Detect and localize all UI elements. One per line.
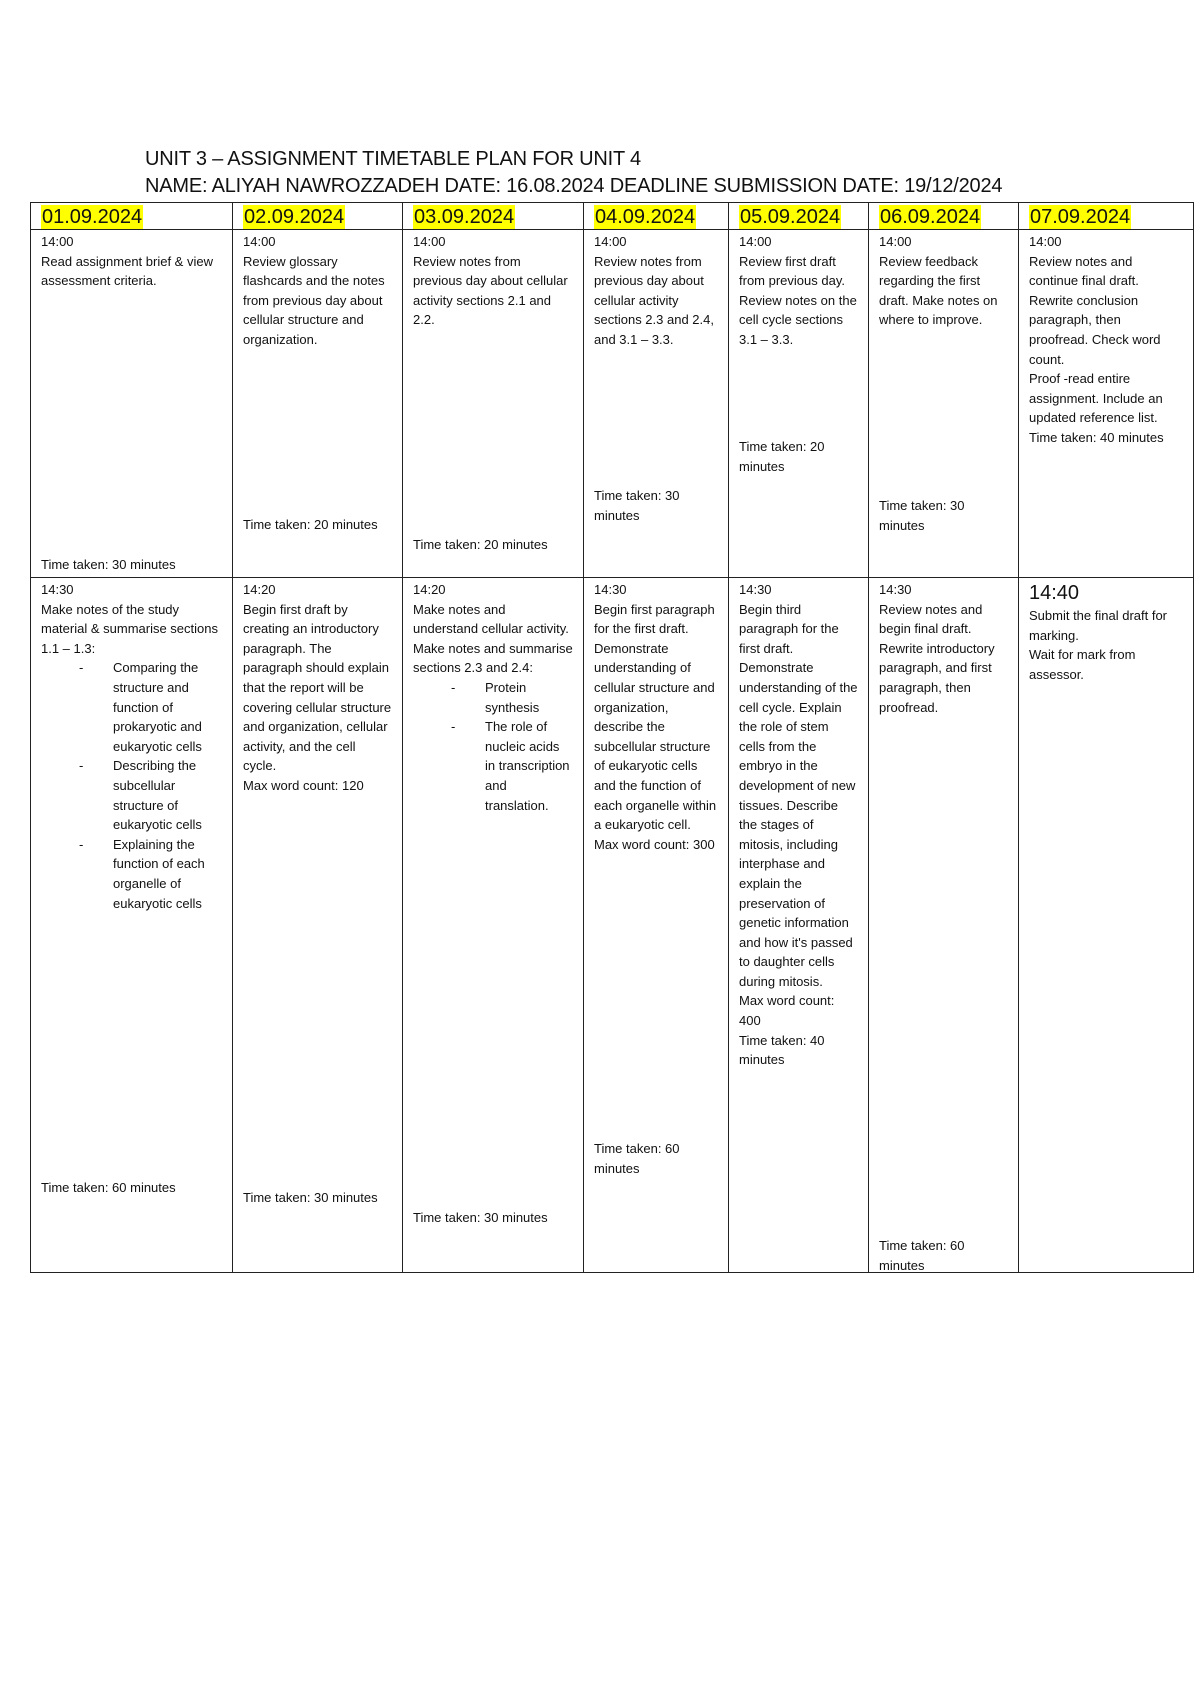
time-taken: Time taken: 40 minutes [1029, 429, 1164, 445]
task-time: 14:20 [413, 582, 446, 597]
task-text: Proof -read entire assignment. Include an updated reference list. [1029, 371, 1163, 426]
task-text: Make notes and understand cellular activity. Make notes and summarise sections 2.3 and 2.4: [413, 601, 573, 676]
task-bullet-list [413, 678, 573, 815]
task-time: 14:00 [594, 234, 627, 249]
heading-line-1: UNIT 3 – ASSIGNMENT TIMETABLE PLAN FOR UNIT 4 [145, 148, 641, 170]
task-time: 14:00 [41, 234, 74, 249]
list-item: - Explaining the function of each organelle of eukaryotic cells [41, 835, 222, 913]
task-cell [869, 578, 1019, 1273]
task-text: Submit the final draft for marking. [1029, 608, 1168, 643]
time-taken: Time taken: 60 minutes [594, 1141, 680, 1176]
task-cell [403, 230, 584, 578]
task-text: Make notes of the study material & summarise sections 1.1 – 1.3: [41, 601, 218, 656]
time-taken: Time taken: 20 minutes [739, 439, 825, 474]
task-time: 14:30 [41, 582, 74, 597]
task-text: Max word count: 120 [243, 777, 364, 793]
document-heading [145, 146, 1002, 200]
task-time: 14:00 [243, 234, 276, 249]
task-time: 14:00 [879, 234, 912, 249]
date-header [584, 203, 729, 230]
date-label: 02.09.2024 [244, 206, 345, 228]
task-time: 14:00 [413, 234, 446, 249]
task-cell [403, 578, 584, 1273]
task-text: Review notes from previous day about cellular activity sections 2.3 and 2.4, and 3.1 – 3.3. [594, 253, 714, 347]
task-cell [233, 230, 403, 578]
time-taken: Time taken: 30 minutes [413, 1210, 548, 1225]
time-taken: Time taken: 30 minutes [41, 557, 176, 572]
task-cell [1019, 230, 1194, 578]
date-label: 01.09.2024 [42, 206, 143, 228]
time-taken: Time taken: 60 minutes [41, 1180, 176, 1195]
date-header [869, 203, 1019, 230]
task-cell [1019, 578, 1194, 1273]
list-item: - Comparing the structure and function of prokaryotic and eukaryotic cells [41, 658, 222, 756]
task-text: Read assignment brief & view assessment criteria. [41, 253, 213, 289]
time-taken: Time taken: 30 minutes [594, 488, 680, 523]
date-label: 06.09.2024 [880, 206, 981, 228]
task-text: Wait for mark from assessor. [1029, 647, 1136, 682]
list-item: - Describing the subcellular structure of eukaryotic cells [41, 756, 222, 834]
task-text: Begin third paragraph for the first draft. Demonstrate understanding of the cell cycle. Explain the role of stem cells from the embryo in the development of new tissues. Describe the stages of mitosis, including interphase and explain the preservation of genetic information and how it's passed to daughter cells during mitosis. [739, 601, 858, 989]
date-header [729, 203, 869, 230]
task-cell [729, 230, 869, 578]
session-row-2 [31, 578, 1194, 1273]
task-cell [31, 578, 233, 1273]
task-text: Max word count: 300 [594, 836, 715, 852]
task-text: Review notes from previous day about cellular activity sections 2.1 and 2.2. [413, 253, 568, 328]
task-cell [233, 578, 403, 1273]
time-taken: Time taken: 40 minutes [739, 1032, 825, 1068]
time-taken: Time taken: 20 minutes [243, 517, 378, 532]
task-time: 14:00 [739, 234, 772, 249]
time-taken: Time taken: 20 minutes [413, 537, 548, 552]
task-time: 14:30 [594, 582, 627, 597]
list-item: - Protein synthesis [413, 678, 573, 717]
task-bullet-list [41, 658, 222, 913]
date-label: 03.09.2024 [414, 206, 515, 228]
date-header [31, 203, 233, 230]
task-cell [729, 578, 869, 1273]
session-row-1 [31, 230, 1194, 578]
task-text: Review notes and begin final draft. Rewrite introductory paragraph, and first paragraph, then proofread. [879, 601, 995, 715]
date-header-row [31, 203, 1194, 230]
task-text: Max word count: 400 [739, 993, 835, 1029]
date-label: 05.09.2024 [740, 206, 841, 228]
date-header [1019, 203, 1194, 230]
time-taken: Time taken: 60 minutes [879, 1238, 965, 1273]
task-time: 14:00 [1029, 234, 1062, 249]
task-time: 14:30 [739, 582, 772, 597]
date-label: 04.09.2024 [595, 206, 696, 228]
task-text: Review notes and continue final draft. Rewrite conclusion paragraph, then proofread. Check word count. [1029, 253, 1161, 367]
timetable [30, 202, 1194, 1273]
task-time: 14:40 [1029, 582, 1080, 604]
task-cell [584, 578, 729, 1273]
list-item: - The role of nucleic acids in transcription and translation. [413, 717, 573, 815]
date-header [233, 203, 403, 230]
task-cell [869, 230, 1019, 578]
task-time: 14:20 [243, 582, 276, 597]
time-taken: Time taken: 30 minutes [243, 1190, 378, 1205]
task-text: Review feedback regarding the first draft. Make notes on where to improve. [879, 253, 998, 328]
date-header [403, 203, 584, 230]
task-text: Review first draft from previous day. Review notes on the cell cycle sections 3.1 – 3.3. [739, 253, 857, 347]
task-text: Begin first draft by creating an introductory paragraph. The paragraph should explain that the report will be covering cellular structure and organization, cellular activity, and the cell cycle. [243, 601, 392, 774]
task-cell [31, 230, 233, 578]
task-time: 14:30 [879, 582, 912, 597]
heading-line-2: NAME: ALIYAH NAWROZZADEH DATE: 16.08.2024 DEADLINE SUBMISSION DATE: 19/12/2024 [145, 175, 1003, 197]
date-label: 07.09.2024 [1030, 206, 1131, 228]
task-cell [584, 230, 729, 578]
task-text: Begin first paragraph for the first draft. Demonstrate understanding of cellular structure and organization, describe the subcellular structure of eukaryotic cells and the function of each organelle within a eukaryotic cell. [594, 601, 717, 833]
time-taken: Time taken: 30 minutes [879, 498, 965, 533]
task-text: Review glossary flashcards and the notes from previous day about cellular structure and organization. [243, 253, 385, 347]
